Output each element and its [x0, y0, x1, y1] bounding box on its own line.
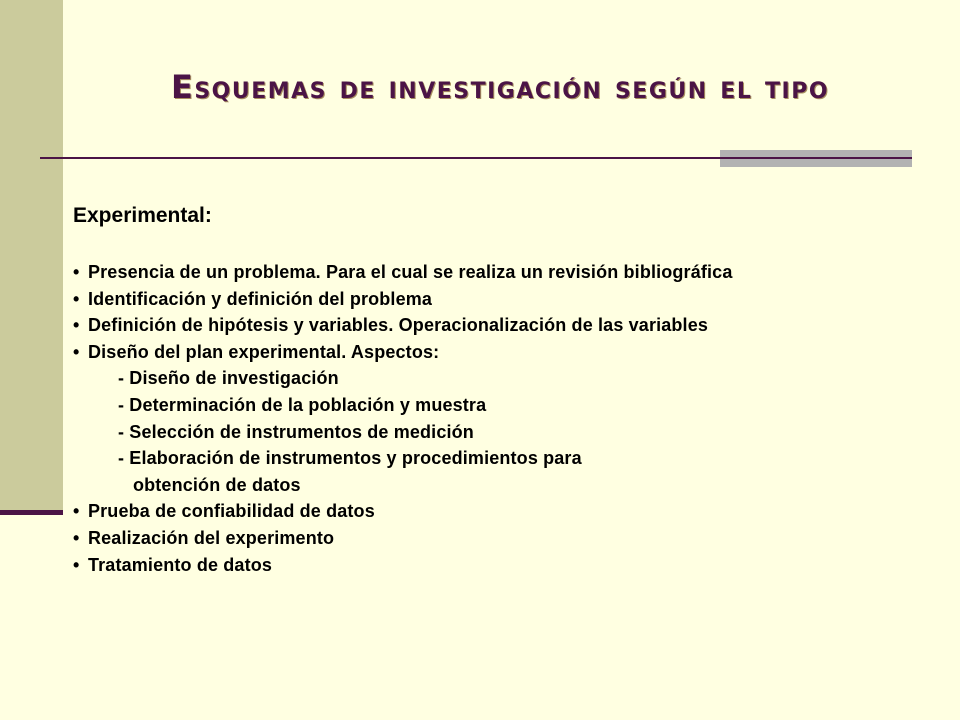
bullet-icon: •	[73, 527, 80, 548]
list-item-text: - Determinación de la población y muestra	[118, 394, 487, 415]
bullet-icon: •	[73, 501, 80, 522]
list-item-text: - Elaboración de instrumentos y procedimientos para	[118, 448, 582, 469]
bullet-icon: •	[73, 288, 80, 309]
list-item	[73, 286, 943, 313]
list-item	[73, 552, 943, 579]
list-item-text: Tratamiento de datos	[88, 554, 273, 575]
list-item-text: Realización del experimento	[88, 527, 335, 548]
left-decorative-bar	[0, 0, 63, 510]
list-item	[73, 525, 943, 552]
list-item-continuation	[73, 472, 943, 499]
bullet-icon: •	[73, 341, 80, 362]
list-item	[73, 498, 943, 525]
bullet-icon: •	[73, 315, 80, 336]
sub-list-item	[73, 445, 943, 472]
list-item-text: Prueba de confiabilidad de datos	[88, 501, 375, 522]
list-item-text: - Selección de instrumentos de medición	[118, 421, 474, 442]
slide-title: Esquemas de investigación según el tipo	[170, 68, 830, 106]
list-item	[73, 312, 943, 339]
bullet-icon: •	[73, 262, 80, 282]
bullet-icon: •	[73, 554, 80, 575]
list-item-text: - Diseño de investigación	[118, 368, 339, 389]
bullet-list	[73, 259, 943, 578]
list-item	[73, 339, 943, 366]
list-item-text: Presencia de un problema. Para el cual se realiza un revisión bibliográfica	[88, 262, 733, 282]
list-item-text: Identificación y definición del problema	[88, 288, 433, 309]
list-item-text: Diseño del plan experimental. Aspectos:	[88, 341, 440, 362]
left-bar-accent-line	[0, 510, 63, 515]
sub-list-item	[73, 419, 943, 446]
section-heading: Experimental:	[73, 204, 212, 227]
list-item-text: obtención de datos	[133, 474, 301, 495]
slide-content	[73, 203, 943, 578]
title-rule-block-line	[720, 157, 912, 159]
list-item	[73, 259, 943, 286]
sub-list-item	[73, 392, 943, 419]
sub-list-item	[73, 365, 943, 392]
list-item-text: Definición de hipótesis y variables. Operacionalización de las variables	[88, 315, 709, 336]
